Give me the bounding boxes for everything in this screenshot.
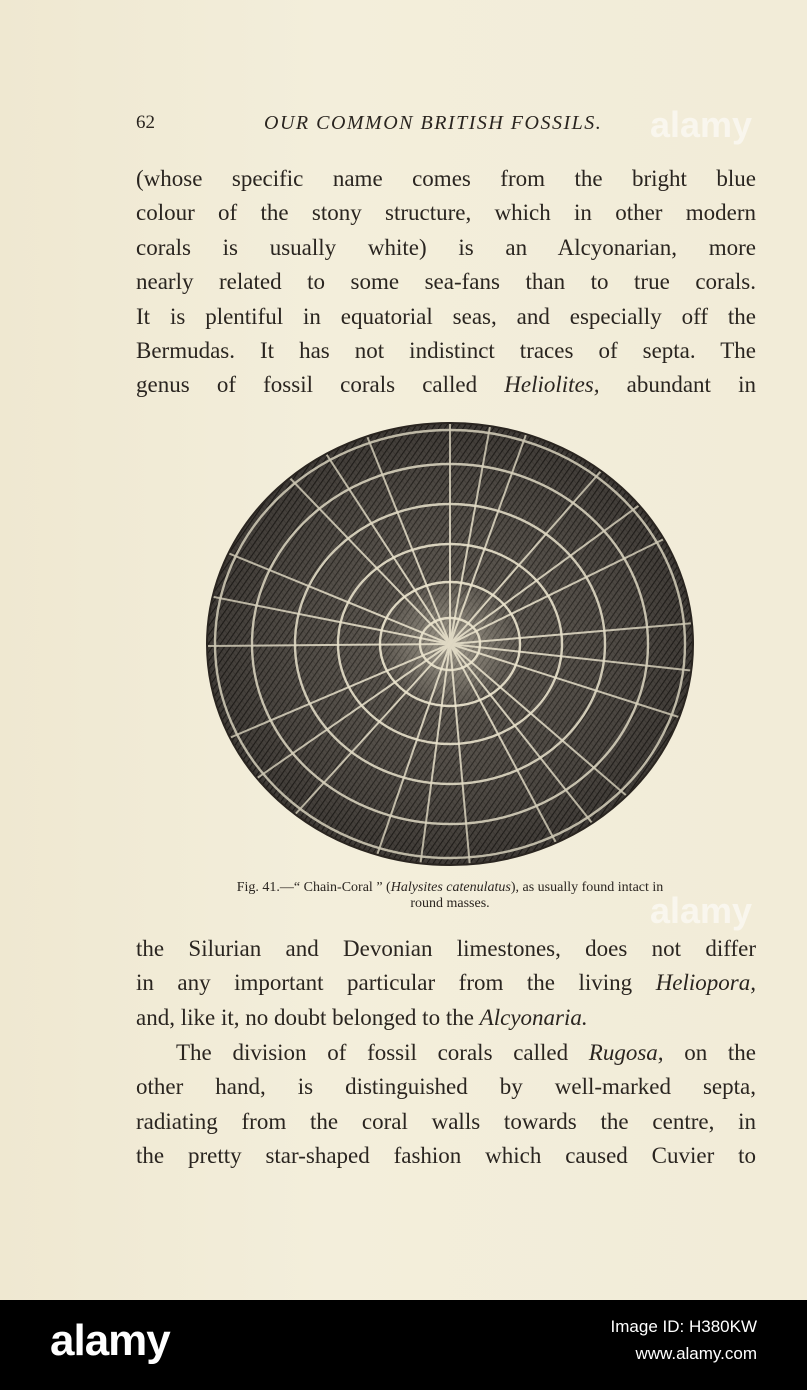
italic-term: Alcyonaria.: [479, 1004, 588, 1030]
italic-term: Heliolites,: [504, 372, 600, 398]
text-line: corals is usually white) is an Alcyonarian, more: [136, 234, 756, 260]
alamy-logo: alamy: [50, 1316, 170, 1365]
caption-species: Halysites catenulatus: [390, 880, 511, 895]
chain-coral-figure: [205, 421, 695, 867]
stock-footer-bar: [0, 1300, 807, 1390]
text-line: [136, 1001, 756, 1035]
text-line: the pretty star-shaped fashion which caused Cuvier to: [136, 1143, 756, 1169]
image-id: Image ID: H380KW: [610, 1317, 757, 1336]
caption-text: Fig. 41.—“ Chain-Coral ” (: [236, 880, 391, 895]
text-line: (whose specific name comes from the bright blue: [136, 166, 756, 191]
running-title: OUR COMMON BRITISH FOSSILS.: [264, 112, 603, 134]
text-line: other hand, is distinguished by well-marked septa,: [136, 1074, 756, 1100]
text-run: on the: [663, 1040, 756, 1065]
text-line: colour of the stony structure, which in other modern: [136, 200, 756, 226]
watermark-bottom: alamy: [650, 890, 753, 931]
watermark-top: alamy: [650, 104, 753, 145]
caption-line: round masses.: [410, 896, 490, 911]
text-run: in any important particular from the living: [136, 970, 656, 996]
text-line: nearly related to some sea-fans than to true corals.: [136, 269, 756, 295]
text-line: radiating from the coral walls towards the centre, in: [136, 1108, 756, 1134]
text-run: abundant in: [599, 372, 757, 398]
page-number: 62: [136, 112, 155, 133]
caption-text: ), as usually found intact in: [510, 880, 664, 895]
text-line: [136, 966, 756, 1000]
italic-term: Rugosa,: [588, 1040, 664, 1065]
text-line: It is plentiful in equatorial seas, and especially off the: [136, 303, 756, 329]
paragraph-3: [136, 1036, 756, 1174]
coral-illustration: [205, 421, 695, 867]
italic-term: Heliopora,: [655, 970, 756, 996]
text-line: Bermudas. It has not indistinct traces of septa. The: [136, 338, 756, 364]
text-line: [136, 368, 756, 402]
text-run: and, like it, no doubt belonged to the: [136, 1004, 480, 1030]
site-url: www.alamy.com: [635, 1344, 757, 1363]
paragraph-2: [136, 932, 756, 1035]
paragraph-1: [136, 162, 756, 403]
text-line: the Silurian and Devonian limestones, does not differ: [136, 936, 756, 961]
text-run: genus of fossil corals called: [136, 372, 505, 398]
text-line: [136, 1036, 756, 1070]
text-run: The division of fossil corals called: [176, 1040, 589, 1065]
